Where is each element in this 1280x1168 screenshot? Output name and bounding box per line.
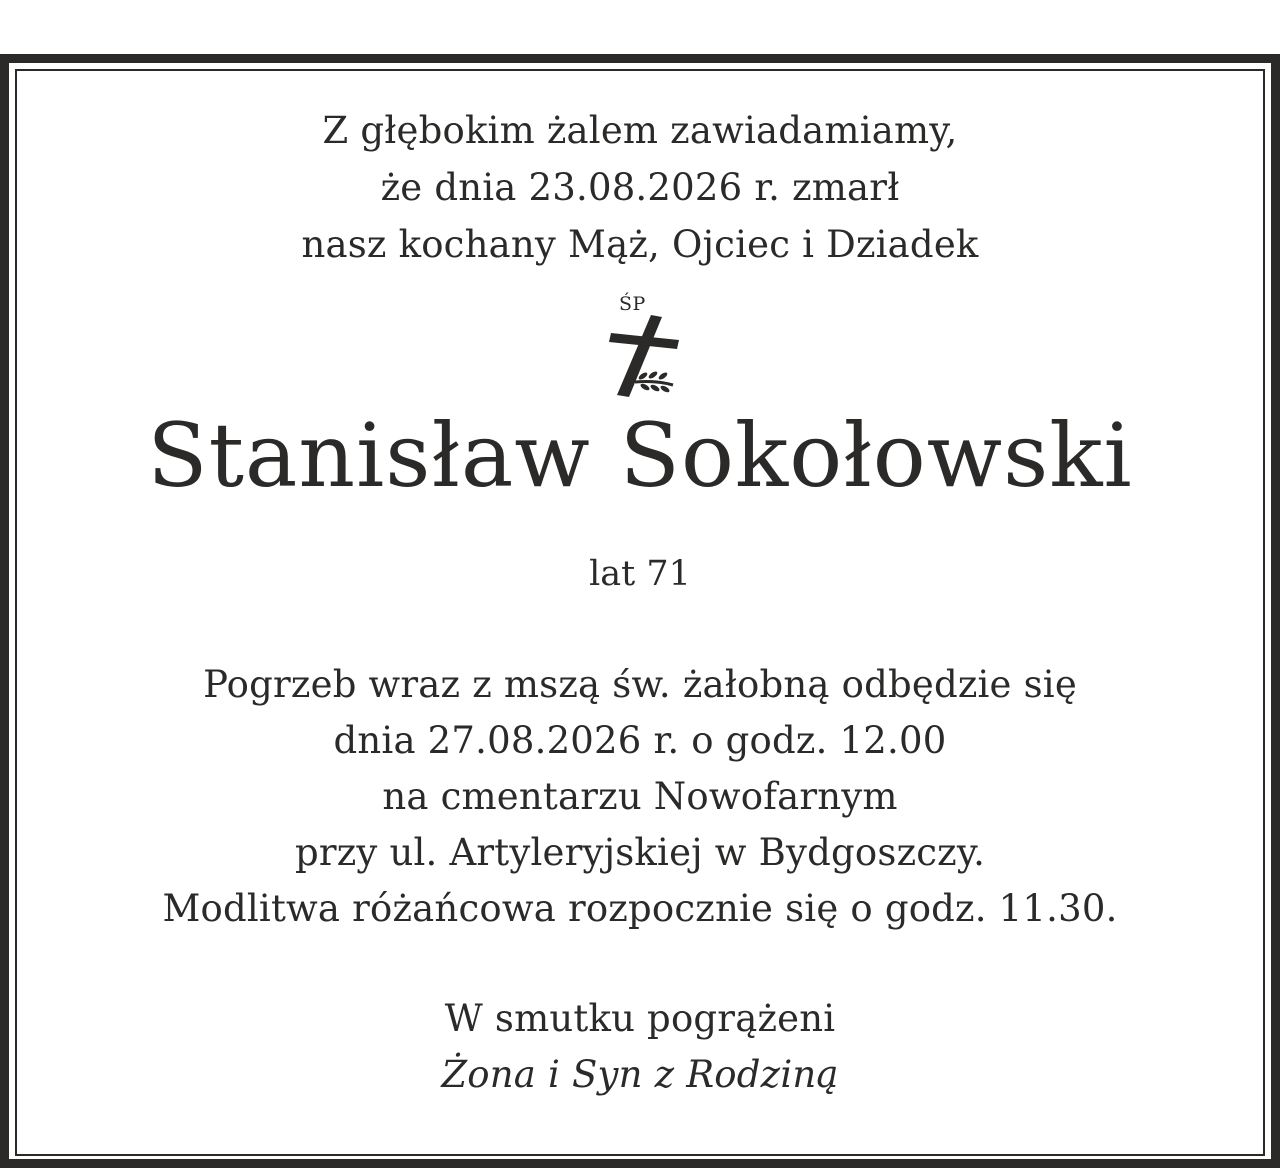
family-signature: Żona i Syn z Rodziną [441, 1053, 839, 1096]
sp-label: ŚP [619, 293, 646, 315]
intro-line-1: Z głębokim żalem zawiadamiamy, [322, 109, 958, 152]
funeral-line-3: na cmentarzu Nowofarnym [382, 775, 898, 818]
funeral-line-5: Modlitwa różańcowa rozpocznie się o godz. 11.30. [162, 887, 1118, 930]
deceased-age: lat 71 [589, 554, 691, 594]
cross-with-laurel-icon [601, 315, 685, 397]
intro-line-3: nasz kochany Mąż, Ojciec i Dziadek [301, 223, 979, 266]
closing-line: W smutku pogrążeni [444, 997, 836, 1040]
obituary-notice [17, 71, 1263, 1154]
intro-line-2: że dnia 23.08.2026 r. zmarł [380, 166, 900, 209]
funeral-line-2: dnia 27.08.2026 r. o godz. 12.00 [333, 719, 947, 762]
deceased-name: Stanisław Sokołowski [147, 404, 1133, 507]
funeral-line-1: Pogrzeb wraz z mszą św. żałobną odbędzie się [203, 663, 1077, 706]
funeral-line-4: przy ul. Artyleryjskiej w Bydgoszczy. [294, 831, 986, 874]
